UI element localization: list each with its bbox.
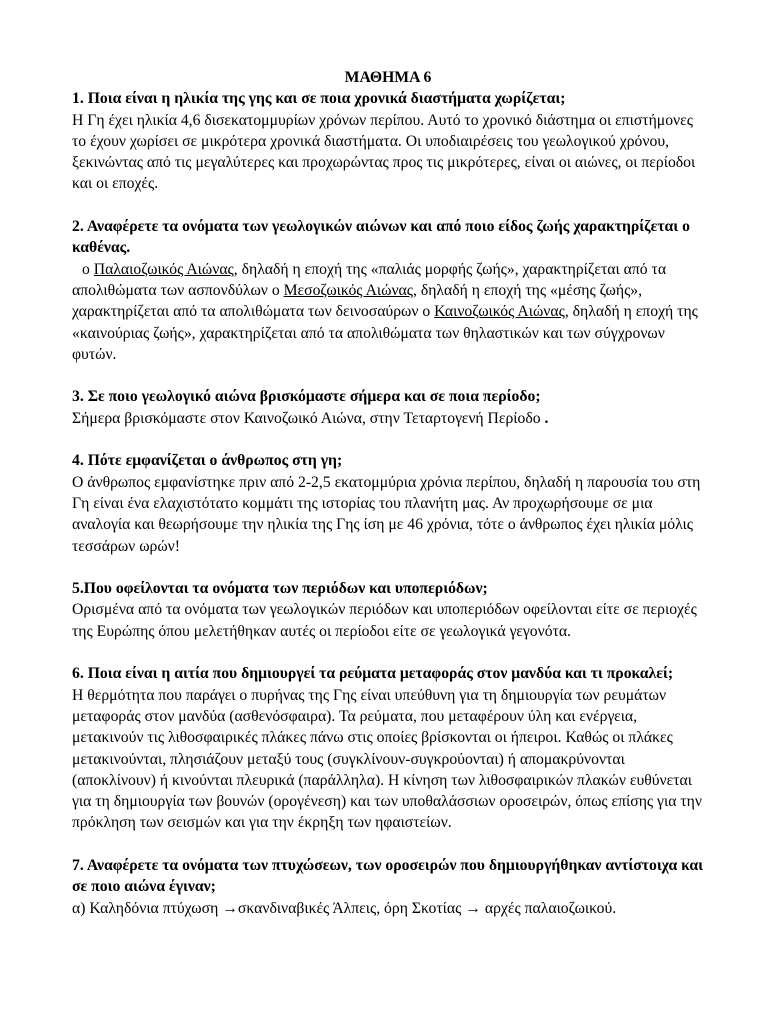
question-block-3: [72, 386, 704, 429]
question-3: 3. Σε ποιο γεωλογικό αιώνα βρισκόμαστε σήμερα και σε ποια περίοδο;: [72, 388, 541, 406]
answer-2-part-2: , δηλαδή η εποχή της «μέσης ζωής», χαρακτηρίζεται από τα απολιθώματα των δεινοσαύρων ο: [72, 281, 643, 321]
answer-7-part-1: α) Καληδόνια πτύχωση: [72, 899, 223, 917]
answer-2: [72, 259, 704, 365]
era-paleozoic: Παλαιοζωικός Αιώνας: [93, 260, 234, 278]
question-1: 1. Ποια είναι η ηλικία της γης και σε ποια χρονικά διαστήματα χωρίζεται;: [72, 90, 566, 108]
question-block-4: [72, 450, 704, 556]
question-7: 7. Αναφέρετε τα ονόματα των πτυχώσεων, των οροσειρών που δημιουργήθηκαν αντίστοιχα και σε ποιο αιώνα έγιναν;: [72, 856, 704, 896]
era-mesozoic: Μεσοζωικός Αιώνας: [283, 281, 413, 299]
answer-3: [72, 408, 704, 429]
answer-3-text: Σήμερα βρισκόμαστε στον Καινοζωικό Αιώνα, στην Τεταρτογενή Περίοδο: [72, 409, 541, 427]
question-5: 5.Που οφείλονται τα ονόματα των περιόδων και υποπεριόδων;: [72, 580, 488, 598]
era-cenozoic: Καινοζωικός Αιώνας: [434, 303, 565, 321]
answer-4: Ο άνθρωπος εμφανίστηκε πριν από 2-2,5 εκατομμύρια χρόνια περίπου, δηλαδή η παρουσία του στη Γη είναι ένα ελαχιστότατο κομμάτι της ιστορίας του πλανήτη μας. Αν προχωρήσουμε σε μια αναλογία και θεωρήσουμε την ηλικία της Γης ίση με 46 χρόνια, τότε ο άνθρωπος έχει ηλικία μόλις τεσσάρων ωρών!: [72, 473, 701, 555]
arrow-right-icon: →: [222, 899, 238, 917]
answer-7: [72, 898, 704, 919]
answer-6: Η θερμότητα που παράγει ο πυρήνας της Γης είναι υπεύθυνη για τη δημιουργία των ρευμάτων μεταφοράς στον μανδύα (ασθενόσφαιρα). Τα ρεύματα, που μεταφέρουν ύλη και ενέργεια, μετακινούν τις λιθοσφαιρικές πλάκες πάνω στις οποίες βρίσκονται οι ήπειροι. Καθώς οι πλάκες μετακινούνται, πλησιάζουν μεταξύ τους (συγκλίνουν-συγκρούονται) ή απομακρύνονται (αποκλίνουν) ή κινούνται πλευρικά (παράλληλα). Η κίνηση των λιθοσφαιρικών πλακών ευθύνεται για τη δημιουργία των βουνών (ορογένεση) και των υποθαλάσσιων οροσειρών, όπως επίσης για την πρόκληση των σεισμών και για την έκρηξη των ηφαιστείων.: [72, 686, 702, 832]
question-block-6: [72, 663, 704, 833]
answer-3-period: .: [540, 409, 549, 427]
question-block-2: [72, 216, 704, 365]
answer-1: Η Γη έχει ηλικία 4,6 δισεκατομμυρίων χρόνων περίπου. Αυτό το χρονικό διάστημα οι επιστήμονες το έχουν χωρίσει σε μικρότερα χρονικά διαστήματα. Οι υποδιαιρέσεις του γεωλογικού χρόνου, ξεκινώντας από τις μεγαλύτερες και προχωρώντας προς τις μικρότερες, είναι οι αιώνες, οι περίοδοι και οι εποχές.: [72, 111, 696, 193]
answer-7-part-2: σκανδιναβικές Άλπεις, όρη Σκοτίας: [237, 899, 466, 917]
question-4: 4. Πότε εμφανίζεται ο άνθρωπος στη γη;: [72, 452, 343, 470]
document-page: [72, 67, 704, 940]
question-block-5: [72, 578, 704, 642]
question-block-7: [72, 855, 704, 919]
lesson-title: ΜΑΘΗΜΑ 6: [344, 69, 432, 86]
question-block-1: [72, 88, 704, 194]
answer-2-part-3: , δηλαδή η εποχή της «καινούριας ζωής», χαρακτηρίζεται από τα απολιθώματα των θηλαστικών και των σύγχρονων φυτών.: [72, 303, 698, 363]
question-6: 6. Ποια είναι η αιτία που δημιουργεί τα ρεύματα μεταφοράς στον μανδύα και τι προκαλεί;: [72, 665, 674, 683]
question-2: 2. Αναφέρετε τα ονόματα των γεωλογικών αιώνων και από ποιο είδος ζωής χαρακτηρίζεται ο καθένας.: [72, 218, 690, 257]
answer-2-lead: ο: [82, 260, 94, 278]
answer-5: Ορισμένα από τα ονόματα των γεωλογικών περιόδων και υποπεριόδων οφείλονται είτε σε περιοχές της Ευρώπης όπου μελετήθηκαν αυτές οι περίοδοι είτε σε γεωλογικά γεγονότα.: [72, 601, 697, 640]
answer-2-part-1: , δηλαδή η εποχή της «παλιάς μορφής ζωής», χαρακτηρίζεται από τα απολιθώματα των ασπονδύλων ο: [72, 260, 667, 299]
answer-7-part-3: αρχές παλαιοζωικού.: [480, 899, 617, 917]
arrow-right-icon: →: [465, 899, 481, 917]
